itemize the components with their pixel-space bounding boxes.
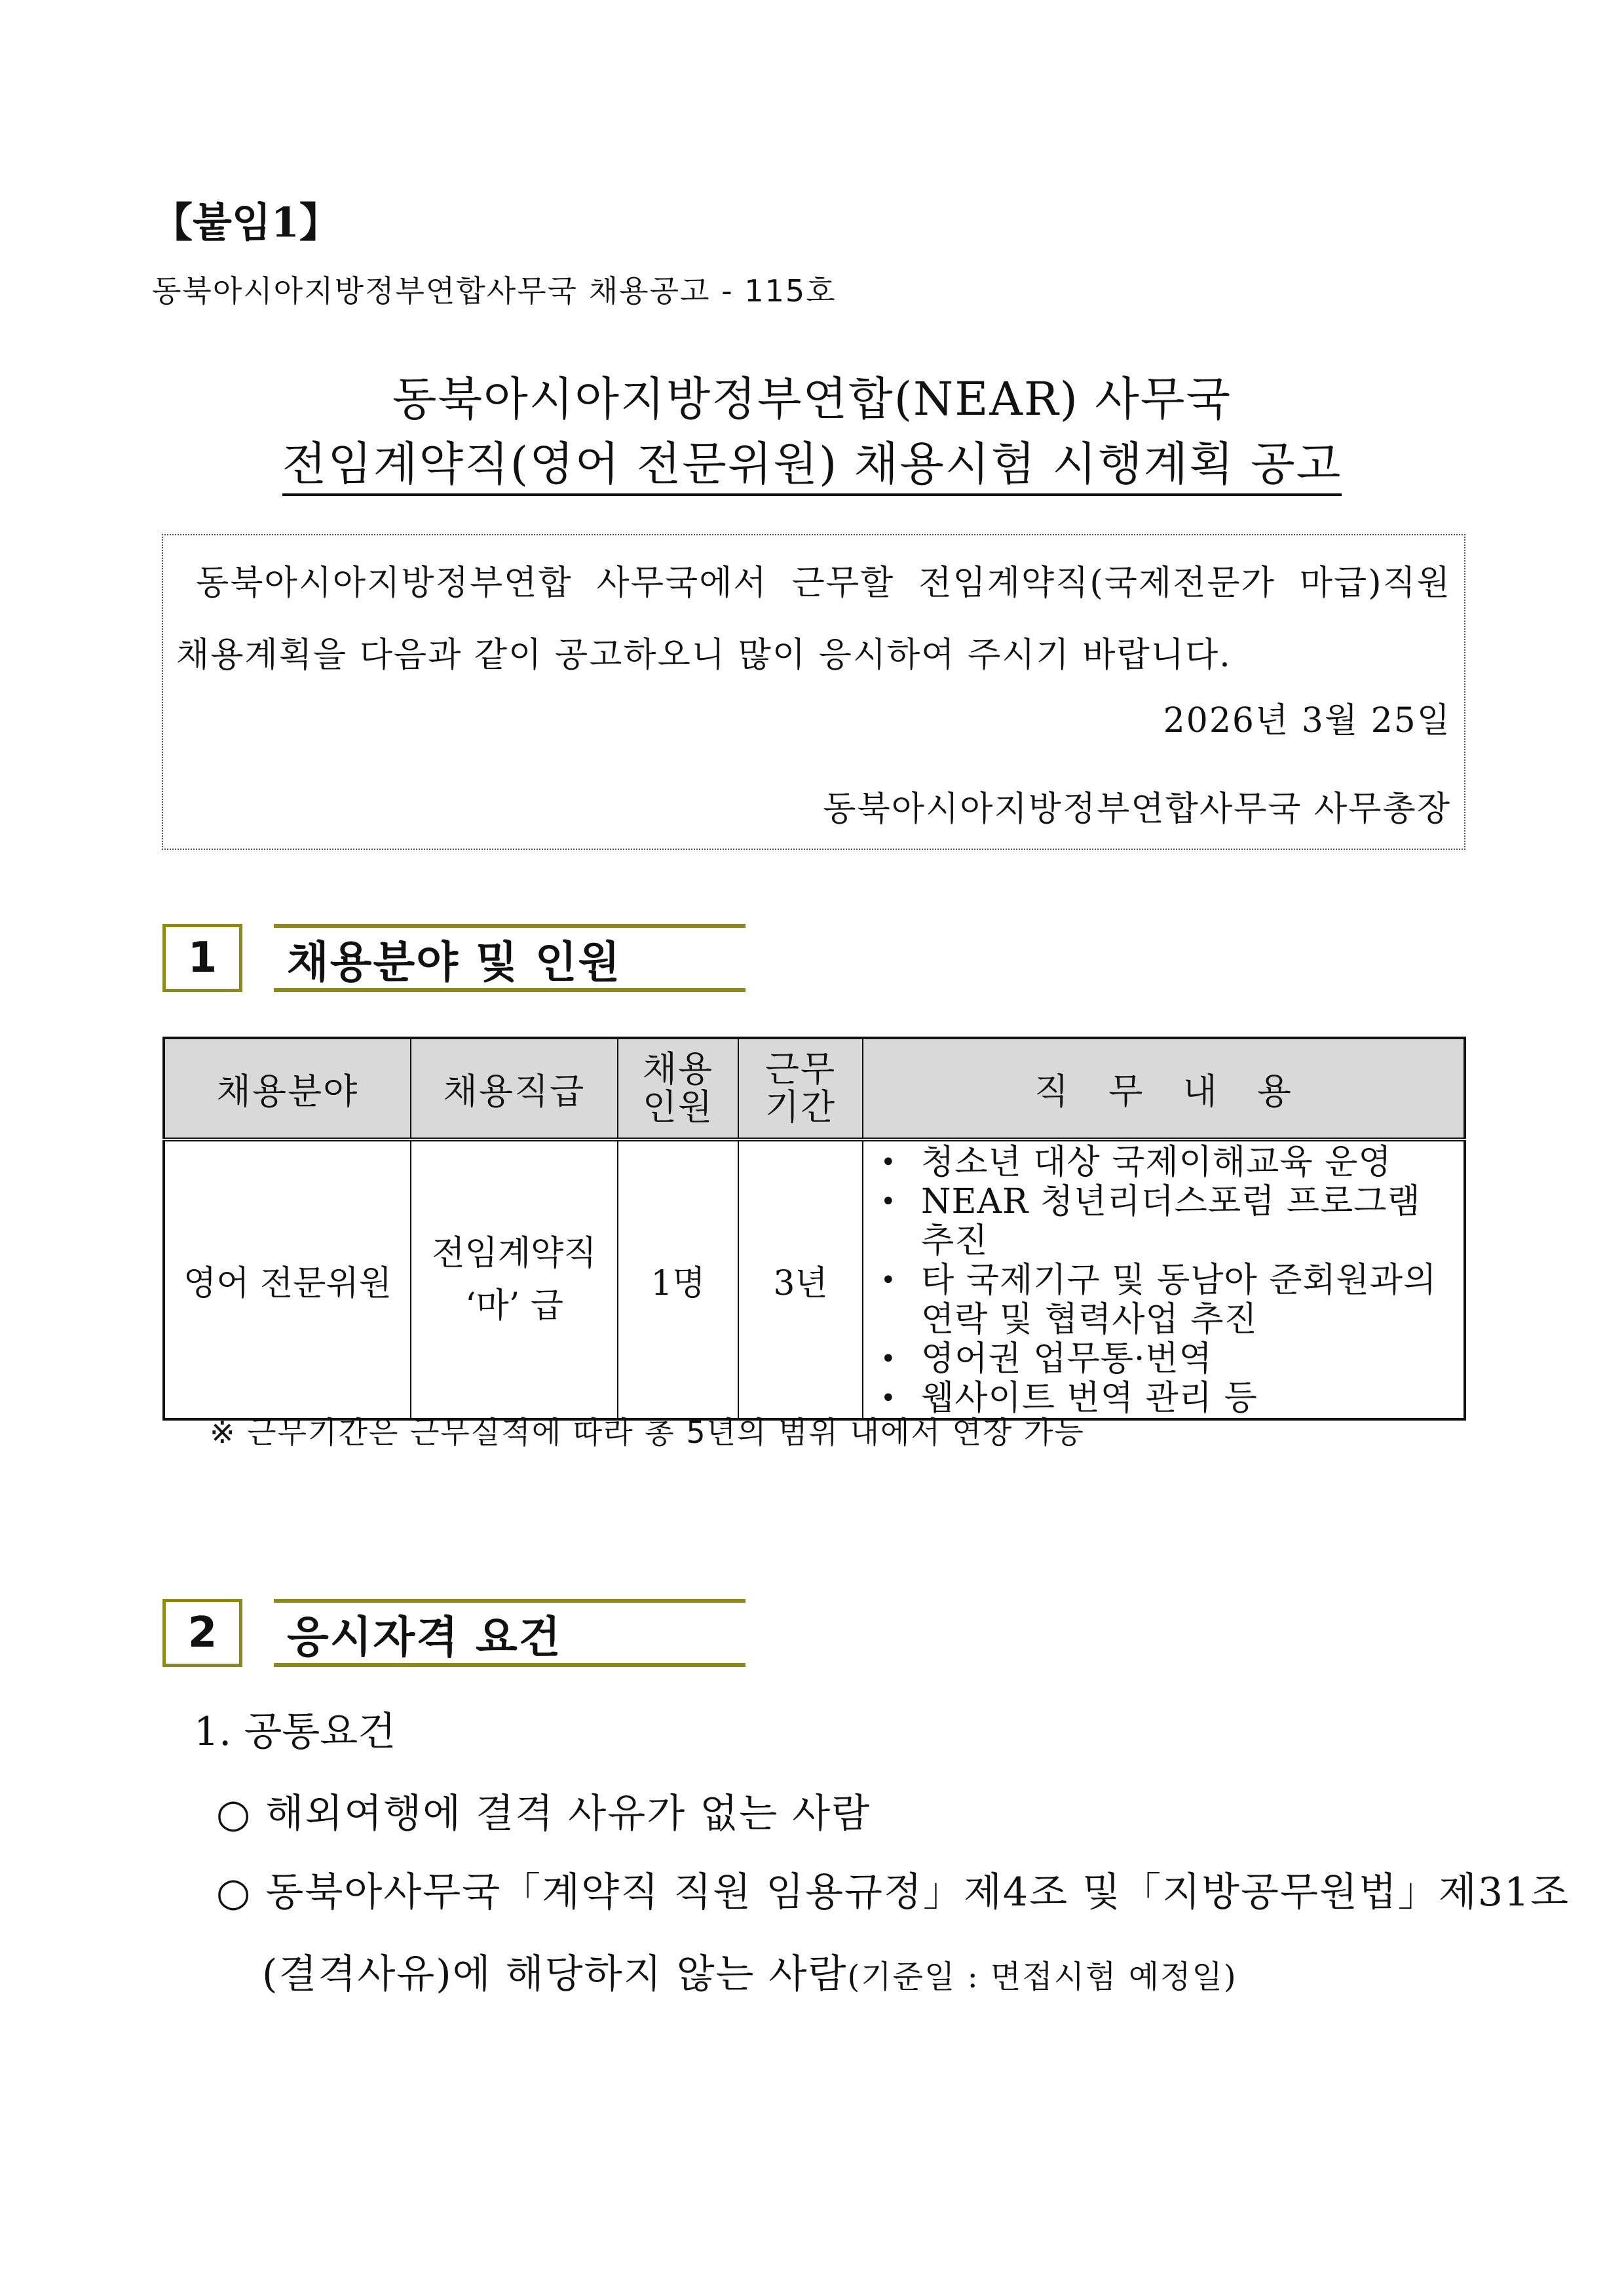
- duty-item: • 청소년 대상 국제이해교육 운영: [875, 1143, 1457, 1182]
- title-line2: [0, 427, 1624, 493]
- requirement-basis-date: (기준일 : 면접시험 예정일): [847, 1959, 1237, 1995]
- requirement-item: ○ 해외여행에 결격 사유가 없는 사람: [216, 1791, 871, 1837]
- cell-duties: [863, 1139, 1465, 1419]
- notice-date: 2026년 3월 25일: [1163, 701, 1451, 740]
- table-row: [164, 1139, 1465, 1419]
- cell-grade: [411, 1139, 618, 1419]
- duty-item: • 웹사이트 번역 관리 등: [875, 1379, 1457, 1418]
- table-header-row: [164, 1038, 1465, 1139]
- intro-line2: 채용계획을 다음과 같이 공고하오니 많이 응시하여 주시기 바랍니다.: [176, 636, 1232, 675]
- cell-headcount: 1명: [618, 1139, 738, 1419]
- section1-title: 채용분야 및 인원: [274, 924, 746, 992]
- intro-line1: 동북아시아지방정부연합 사무국에서 근무할 전임계약직(국제전문가 마급)직원: [196, 564, 1451, 603]
- cell-field: 영어 전문위원: [164, 1139, 411, 1419]
- requirement-item: ○ 동북아사무국「계약직 직원 임용규정」제4조 및「지방공무원법」제31조: [216, 1869, 1570, 1915]
- table-note: ※ 근무기간은 근무실적에 따라 총 5년의 범위 내에서 연장 가능: [210, 1415, 1085, 1450]
- duty-item-line2: 연락 및 협력사업 추진: [921, 1300, 1258, 1339]
- header-grade: 채용직급: [411, 1038, 618, 1139]
- header-headcount-l1: 채용: [642, 1048, 714, 1090]
- attachment-label: 【붙임1】: [152, 199, 340, 246]
- duty-item-line1: • 타 국제기구 및 동남아 준회원과의: [921, 1261, 1437, 1300]
- section2-title: 응시자격 요건: [274, 1599, 746, 1667]
- header-duties: 직 무 내 용: [863, 1038, 1465, 1139]
- requirement-item-continued: [262, 1943, 1237, 1999]
- header-period: [738, 1038, 863, 1139]
- requirement-cont-text: (결격사유)에 해당하지 않는 사람: [262, 1951, 848, 1997]
- title-line1: 동북아시아지방정부연합(NEAR) 사무국: [392, 372, 1232, 426]
- notice-number: 동북아시아지방정부연합사무국 채용공고 - 115호: [152, 273, 837, 309]
- header-headcount: [618, 1038, 738, 1139]
- header-headcount-l2: 인원: [642, 1086, 714, 1128]
- section1-number: 1: [162, 924, 242, 992]
- header-period-l1: 근무: [765, 1048, 837, 1090]
- header-field: 채용분야: [164, 1038, 411, 1139]
- intro-box: [162, 534, 1465, 850]
- duty-item: • 영어권 업무통·번역: [875, 1339, 1457, 1379]
- cell-grade-l1: 전임계약직: [432, 1234, 597, 1273]
- cell-period: 3년: [738, 1139, 863, 1419]
- section2-number: 2: [162, 1599, 242, 1667]
- cell-grade-l2: ‘마’ 급: [464, 1286, 564, 1326]
- duty-item: [875, 1261, 1457, 1339]
- recruitment-table: [162, 1037, 1466, 1421]
- duty-item: • NEAR 청년리더스포럼 프로그램 추진: [875, 1182, 1457, 1261]
- title-line2-text: 전임계약직(영어 전문위원) 채용시험 시행계획 공고: [282, 437, 1342, 496]
- requirements-heading: 1. 공통요건: [194, 1709, 396, 1755]
- header-period-l2: 기간: [765, 1086, 837, 1128]
- notice-signature: 동북아시아지방정부연합사무국 사무총장: [823, 790, 1451, 829]
